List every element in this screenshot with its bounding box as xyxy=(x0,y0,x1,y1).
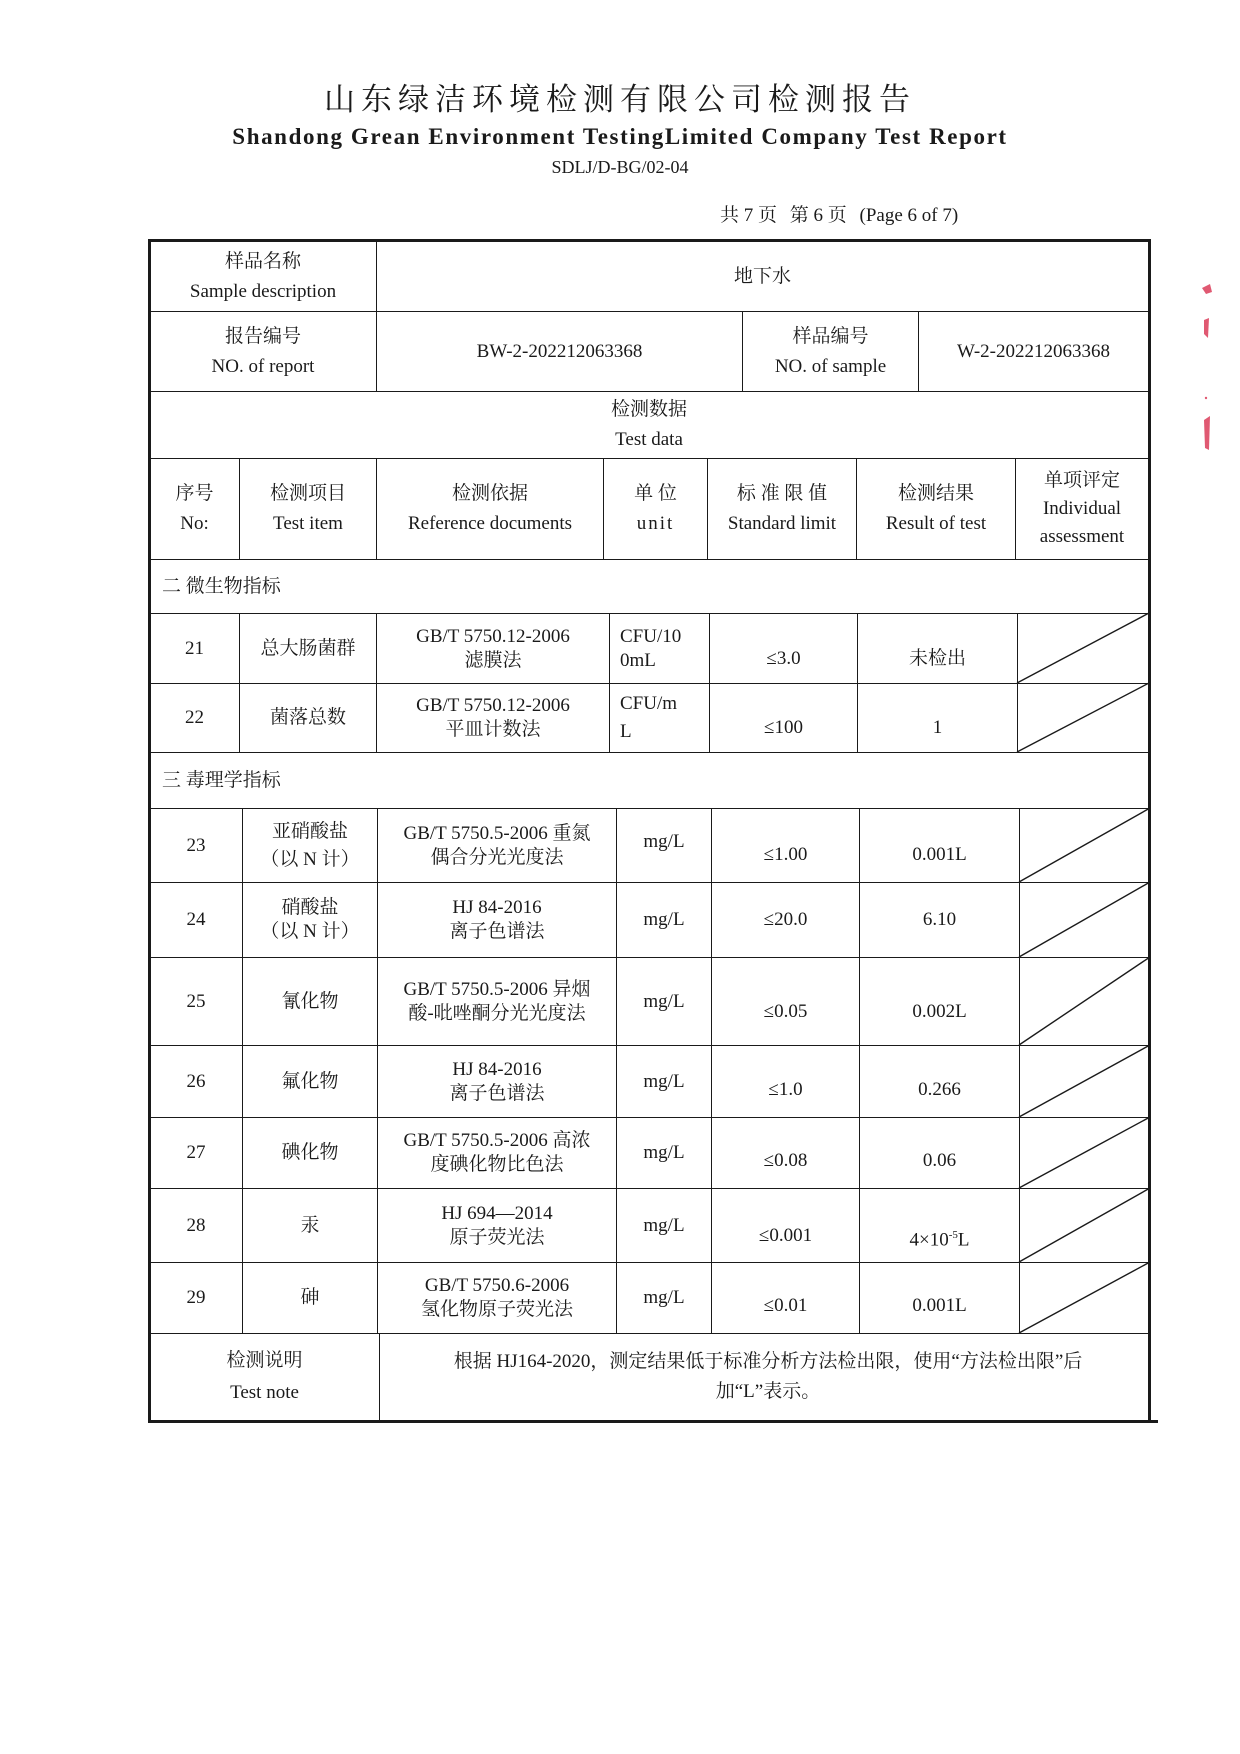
seal-stamp-edge-icon xyxy=(1200,280,1214,480)
row-reference: HJ 84-2016 离子色谱法 xyxy=(449,897,545,942)
row-reference: GB/T 5750.5-2006 异烟 酸-吡唑酮分光光度法 xyxy=(403,978,591,1024)
row-reference: GB/T 5750.5-2006 高浓 度碘化物比色法 xyxy=(403,1130,591,1175)
row-limit: ≤0.01 xyxy=(763,1295,808,1316)
row-limit: ≤0.08 xyxy=(763,1150,808,1171)
row-unit: CFU/m L xyxy=(620,693,678,742)
row-item: 碘化物 xyxy=(281,1142,339,1163)
row-reference: HJ 694—2014 原子荧光法 xyxy=(441,1202,553,1248)
test-note-label: 检测说明 Test note xyxy=(226,1350,303,1403)
row-no: 28 xyxy=(186,1214,206,1236)
page-total: 共 7 页 xyxy=(720,205,778,226)
row-result: $4\times 10^{-5}L$ xyxy=(909,1229,970,1251)
column-header-reference: 检测依据 Reference documents xyxy=(407,483,573,534)
report-number-value: BW-2-202212063368 xyxy=(476,340,643,362)
row-reference: GB/T 5750.12-2006 平皿计数法 xyxy=(416,695,570,740)
test-data-title: 检测数据 Test data xyxy=(610,399,687,450)
row-limit: ≤0.05 xyxy=(763,1000,808,1022)
row-reference: GB/T 5750.6-2006 氢化物原子荧光法 xyxy=(420,1275,573,1320)
row-limit: ≤1.0 xyxy=(768,1078,803,1100)
column-header-result: 检测结果 Result of test xyxy=(885,483,987,534)
row-unit: mg/L xyxy=(643,1070,685,1092)
row-no: 27 xyxy=(186,1142,206,1163)
row-unit: mg/L xyxy=(643,1214,685,1236)
row-unit: mg/L xyxy=(643,990,685,1012)
row-result: 6.10 xyxy=(922,909,957,930)
row-item: 氟化物 xyxy=(281,1070,339,1092)
report-number-label: 报告编号 NO. of report xyxy=(211,325,315,377)
row-item: 氰化物 xyxy=(281,990,339,1012)
column-header-assessment: 单项评定 Individual assessment xyxy=(1039,470,1125,547)
test-note-text: 根据 HJ164-2020，测定结果低于标准分析方法检出限，使用“方法检出限”后 加“L”表示。 xyxy=(453,1351,1083,1402)
row-result: 0.266 xyxy=(918,1078,961,1100)
row-unit: CFU/10 0mL xyxy=(620,625,682,671)
sample-description-value: 地下水 xyxy=(733,265,791,287)
row-result: 0.001L xyxy=(912,843,967,865)
row-limit: ≤1.00 xyxy=(763,843,808,865)
row-limit: ≤100 xyxy=(764,717,803,738)
row-no: 22 xyxy=(185,707,204,728)
page-current: 第 6 页 xyxy=(789,205,847,226)
page-en: (Page 6 of 7) xyxy=(859,205,959,226)
row-reference: HJ 84-2016 离子色谱法 xyxy=(449,1058,545,1104)
column-header-unit: 单 位 unit xyxy=(634,483,677,534)
row-item: 亚硝酸盐 （以 N 计） xyxy=(260,820,360,870)
section-title-microbial: 二 微生物指标 xyxy=(162,575,281,597)
column-header-test-item: 检测项目 Test item xyxy=(269,483,346,534)
section-title-toxicology: 三 毒理学指标 xyxy=(162,769,281,791)
row-no: 29 xyxy=(186,1287,206,1308)
row-limit: ≤0.001 xyxy=(758,1224,813,1246)
row-result: 1 xyxy=(932,717,943,738)
column-header-standard-limit: 标 准 限 值 Standard limit xyxy=(727,483,837,534)
sample-number-value: W-2-202212063368 xyxy=(956,340,1111,362)
column-header-no: 序号 No: xyxy=(175,483,214,534)
row-result: 0.001L xyxy=(912,1295,967,1316)
row-no: 25 xyxy=(186,990,206,1012)
row-item: 菌落总数 xyxy=(269,707,346,728)
row-no: 24 xyxy=(186,909,206,930)
row-result: 未检出 xyxy=(908,647,966,669)
row-limit: ≤3.0 xyxy=(766,647,801,669)
row-result: 0.002L xyxy=(912,1000,967,1022)
report-title-en: Shandong Grean Environment TestingLimited Company Test Report xyxy=(232,124,1008,149)
row-unit: mg/L xyxy=(643,830,685,852)
row-item: 硝酸盐 （以 N 计） xyxy=(260,897,360,942)
sample-number-label: 样品编号 NO. of sample xyxy=(774,325,887,377)
row-item: 汞 xyxy=(300,1214,320,1236)
document-code: SDLJ/D-BG/02-04 xyxy=(551,157,689,177)
row-no: 23 xyxy=(186,834,206,856)
report-title-cn: 山东绿洁环境检测有限公司检测报告 xyxy=(324,82,916,118)
row-result: 0.06 xyxy=(922,1150,957,1171)
row-limit: ≤20.0 xyxy=(763,909,808,930)
row-unit: mg/L xyxy=(643,909,685,930)
row-item: 砷 xyxy=(300,1287,320,1308)
row-reference: GB/T 5750.5-2006 重氮 偶合分光光度法 xyxy=(403,822,591,868)
row-unit: mg/L xyxy=(643,1142,685,1163)
sample-description-label: 样品名称 Sample description xyxy=(189,250,337,302)
row-no: 21 xyxy=(185,637,204,659)
row-reference: GB/T 5750.12-2006 滤膜法 xyxy=(416,625,570,671)
row-unit: mg/L xyxy=(643,1287,685,1308)
row-item: 总大肠菌群 xyxy=(260,637,356,659)
row-no: 26 xyxy=(186,1070,206,1092)
